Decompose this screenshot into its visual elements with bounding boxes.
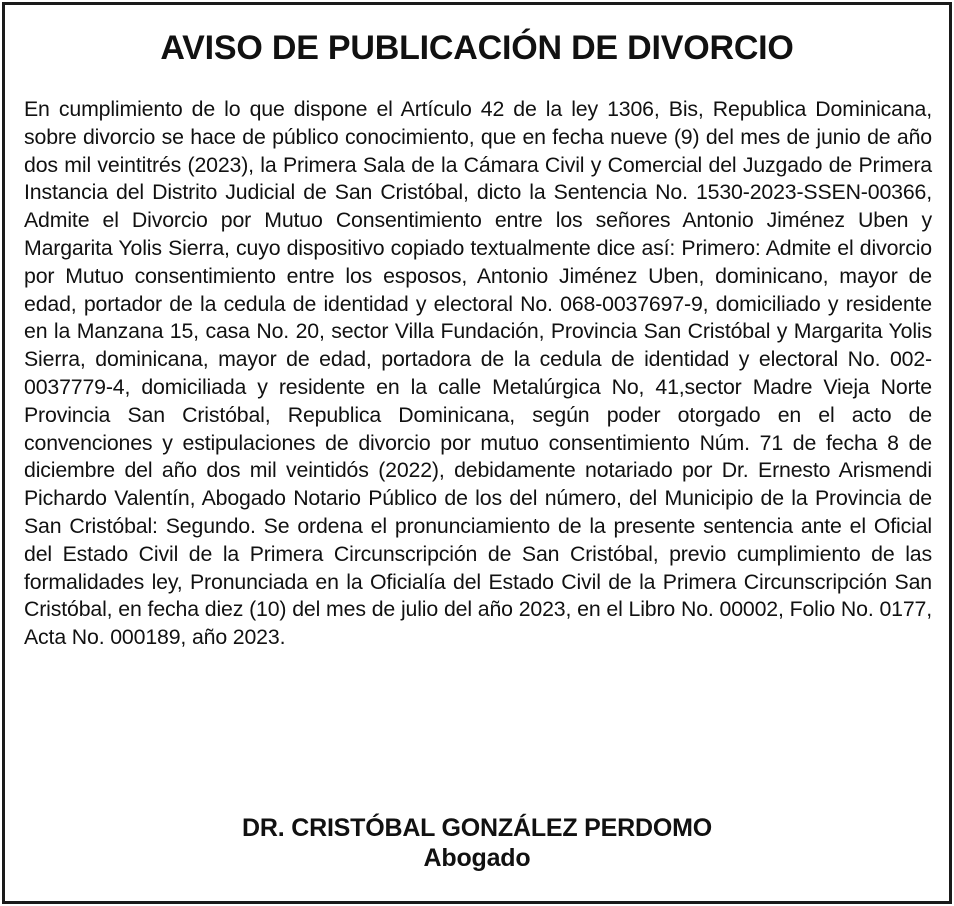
notice-body: En cumplimiento de lo que dispone el Artículo 42 de la ley 1306, Bis, Republica Dominicana, sobre divorcio se hace de público conocimiento, que en fecha nueve (9) del mes de junio de año dos mil veintitrés (2023), la Primera Sala de la Cámara Civil y Comercial del Juzgado de Primera Instancia del Distrito Judicial de San Cristóbal, dicto la Sentencia No. 1530-2023-SSEN-00366, Admite el Divorcio por Mutuo Consentimiento entre los señores Antonio Jiménez Uben y Margarita Yolis Sierra, cuyo dispositivo copiado textualmente dice así: Primero: Admite el divorcio por Mutuo consentimiento entre los esposos, Antonio Jiménez Uben, dominicano, mayor de edad, portador de la cedula de identidad y electoral No. 068-0037697-9, domiciliado y residente en la Manzana 15, casa No. 20, sector Villa Fundación, Provincia San Cristóbal y Margarita Yolis Sierra, dominicana, mayor de edad, portadora de la cedula de identidad y electoral No. 002-0037779-4, domiciliada y residente en la calle Metalúrgica No, 41,sector Madre Vieja Norte Provincia San Cristóbal, Republica Dominicana, según poder otorgado en el acto de convenciones y estipulaciones de divorcio por mutuo consentimiento Núm. 71 de fecha 8 de diciembre del año dos mil veintidós (2022), debidamente notariado por Dr. Ernesto Arismendi Pichardo Valentín, Abogado Notario Público de los del número, del Municipio de la Provincia de San Cristóbal: Segundo. Se ordena el pronunciamiento de la presente sentencia ante el Oficial del Estado Civil de la Primera Circunscripción de San Cristóbal, previo cumplimiento de las formalidades ley, Pronunciada en la Oficialía del Estado Civil de la Primera Circunscripción San Cristóbal, en fecha diez (10) del mes de julio del año 2023, en el Libro No. 00002, Folio No. 0177, Acta No. 000189, año 2023. bbox=[24, 97, 932, 650]
notice-title: AVISO DE PUBLICACIÓN DE DIVORCIO bbox=[160, 29, 794, 67]
signature-name: DR. CRISTÓBAL GONZÁLEZ PERDOMO bbox=[242, 814, 712, 842]
signature-role: Abogado bbox=[423, 844, 531, 872]
signature-block bbox=[5, 813, 949, 873]
notice-frame bbox=[2, 2, 952, 904]
